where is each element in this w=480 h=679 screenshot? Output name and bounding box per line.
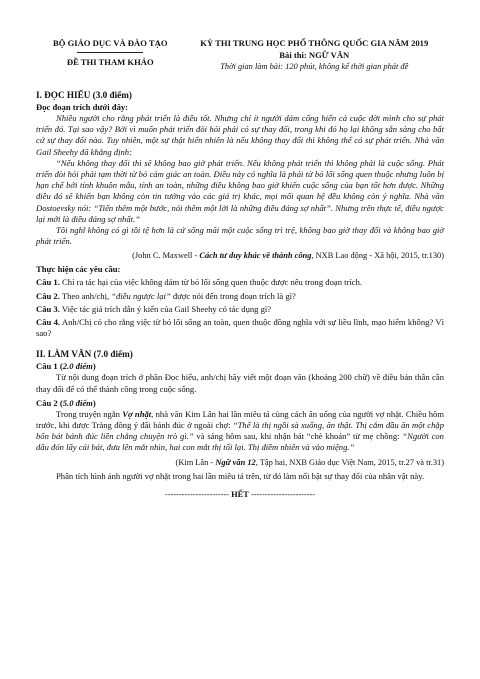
header-right [185, 38, 444, 72]
question-4-text: Anh/Chị có cho rằng việc từ bỏ lối sống an toàn, quen thuộc đồng nghĩa với sự liều lĩnh, mạo hiểm không? Vì sao? [36, 317, 444, 339]
essay-question-2-task: Phân tích hình ảnh người vợ nhặt trong hai lần miêu tả trên, từ đó làm nổi bật sự thay đổi của nhân vật này. [56, 470, 425, 481]
part1-title: I. ĐỌC HIỂU (3.0 điểm) [36, 90, 132, 100]
part2-title: II. LÀM VĂN (7.0 điểm) [36, 349, 133, 360]
essay-2-quote-1: “Thế là thị ngồi sà xuống, ăn thật. Thị cắm đầu ăn một chặp bốn bát bánh đúc liền chẳng chuyện trò gì.” [36, 420, 444, 442]
passage-paragraph-1: Nhiều người cho rằng phát triển là điều tốt. Nhưng chỉ ít người dám cống hiến cả cuộc đời mình cho sự phát triển đó. Tại sao vậy? Bởi vì muốn phát triển đòi hỏi phải có sự thay đổi, trong khi đó họ lại không sẵn sàng cho bất cứ sự thay đổi nào. Tuy nhiên, một sự thật hiển nhiên là nếu không thay đổi thì không thể có sự phát triển. Nhà văn Gail Sheehy đã khẳng định: [36, 113, 444, 157]
end-dashes-right: ----------------------- [248, 489, 316, 499]
ministry-name: BỘ GIÁO DỤC VÀ ĐÀO TẠO [53, 38, 168, 48]
exam-subject: Bài thi: NGỮ VĂN [279, 49, 350, 60]
passage-source [36, 250, 444, 261]
question-2-quote: “điều ngược lại” [111, 290, 171, 301]
question-1-label: Câu 1. [36, 277, 60, 288]
question-4-label: Câu 4. [36, 317, 61, 328]
end-word: HẾT [231, 489, 249, 499]
essay-1-label: Câu 1 ( [36, 361, 63, 372]
essay-2-context-1: , nhà văn Kim Lân hai lần miêu tả cùng cách ăn uống của người vợ nhặt. Chiều hôm trước, khi được Tràng đồng ý đãi bánh đúc ở ngoài chợ: [36, 408, 444, 431]
essay-2-source-book: Ngữ văn 12 [215, 457, 256, 467]
essay-1-close: ) [92, 361, 96, 372]
passage-paragraph-3: Tôi nghĩ không có gì tồi tệ hơn là cứ sống mãi một cuộc sống trì trệ, không bao giờ thay đổi và không bao giờ phát triển. [36, 225, 444, 247]
question-2 [36, 291, 444, 302]
source-book: Cách tư duy khác về thành công [199, 251, 312, 261]
reading-instruction: Đọc đoạn trích dưới đây: [36, 102, 129, 112]
question-3 [36, 304, 444, 315]
essay-2-context-2: và sáng hôm sau, khi nhận bát “chè khoán” từ mẹ chồng: [193, 431, 403, 442]
essay-2-intro: Trong truyện ngắn [56, 408, 123, 419]
source-publisher: , NXB Lao động - Xã hội, 2015, tr.130) [311, 251, 444, 261]
question-4 [36, 317, 444, 339]
header-underline [77, 52, 143, 53]
essay-2-quote-2: “Người con dâu đón lấy cái bát, đưa lên mắt nhìn, hai con mắt thị tối lại. Thị điềm nhiên và vào miệng.” [36, 431, 444, 453]
essay-2-close: ) [92, 397, 96, 408]
exam-type: ĐỀ THI THAM KHẢO [66, 56, 154, 67]
question-2-post: được nói đến trong đoạn trích là gì? [170, 290, 296, 301]
essay-1-score: 2.0 điểm [62, 361, 93, 372]
question-1 [36, 277, 444, 288]
essay-question-1-heading [36, 361, 444, 372]
essay-2-label: Câu 2 ( [36, 397, 63, 408]
question-2-label: Câu 2. [36, 290, 60, 301]
essay-2-score: 5.0 điểm [62, 397, 93, 408]
exam-header [36, 38, 444, 72]
essay-2-source-author: (Kim Lân - [175, 457, 216, 467]
header-left [36, 38, 185, 72]
tasks-title: Thực hiện các yêu cầu: [36, 264, 121, 275]
essay-question-2-heading [36, 398, 444, 409]
exam-time-note: Thời gian làm bài: 120 phút, không kể thời gian phát đề [220, 62, 409, 71]
end-dashes-left: ----------------------- [164, 489, 232, 499]
essay-question-1-text: Từ nội dung đoạn trích ở phần Đọc hiểu, anh/chị hãy viết một đoạn văn (khoảng 200 chữ) về điều bản thân cần thay đổi để có thể thành công trong cuộc sống. [36, 372, 444, 394]
essay-2-source-rest: , Tập hai, NXB Giáo dục Việt Nam, 2015, tr.27 và tr.31) [255, 457, 444, 467]
exam-name: KỲ THI TRUNG HỌC PHỔ THÔNG QUỐC GIA NĂM 2019 [200, 38, 429, 48]
question-2-pre: Theo anh/chị, [59, 290, 112, 301]
source-author: (John C. Maxwell - [132, 251, 200, 261]
essay-2-source [36, 457, 444, 468]
question-3-text: Việc tác giả trích dẫn ý kiến của Gail Sheehy có tác dụng gì? [59, 303, 272, 314]
question-1-text: Chỉ ra tác hại của việc không dám từ bỏ lối sống quen thuộc được nêu trong đoạn trích. [59, 277, 363, 288]
question-3-label: Câu 3. [36, 303, 60, 314]
essay-2-work-title: Vợ nhặt [122, 408, 152, 419]
essay-question-2-text [36, 409, 444, 454]
passage-paragraph-2: “Nếu không thay đổi thì sẽ không bao giờ phát triển. Nếu không phát triển thì không phải là cuộc sống. Phát triển đòi hỏi phải tạm thời từ bỏ cảm giác an toàn. Điều này có nghĩa là phải từ bỏ lối sống quen thuộc nhưng luôn bị hạn chế bởi tính khuôn mẫu, tính an toàn, những điều không bao giờ khiến cuộc sống của bạn tốt hơn được. Những điều đó sẽ khiến bạn không còn tin tưởng vào các giá trị khác, mọi mối quan hệ đều không còn ý nghĩa. Nhà văn Dostoevsky nói: “Tiến thêm một bước, nói thêm một lời là những điều đáng sợ nhất”. Nhưng trên thực tế, điều ngược lại mới là điều đáng sợ nhất.” [36, 157, 444, 224]
end-marker [36, 490, 444, 499]
